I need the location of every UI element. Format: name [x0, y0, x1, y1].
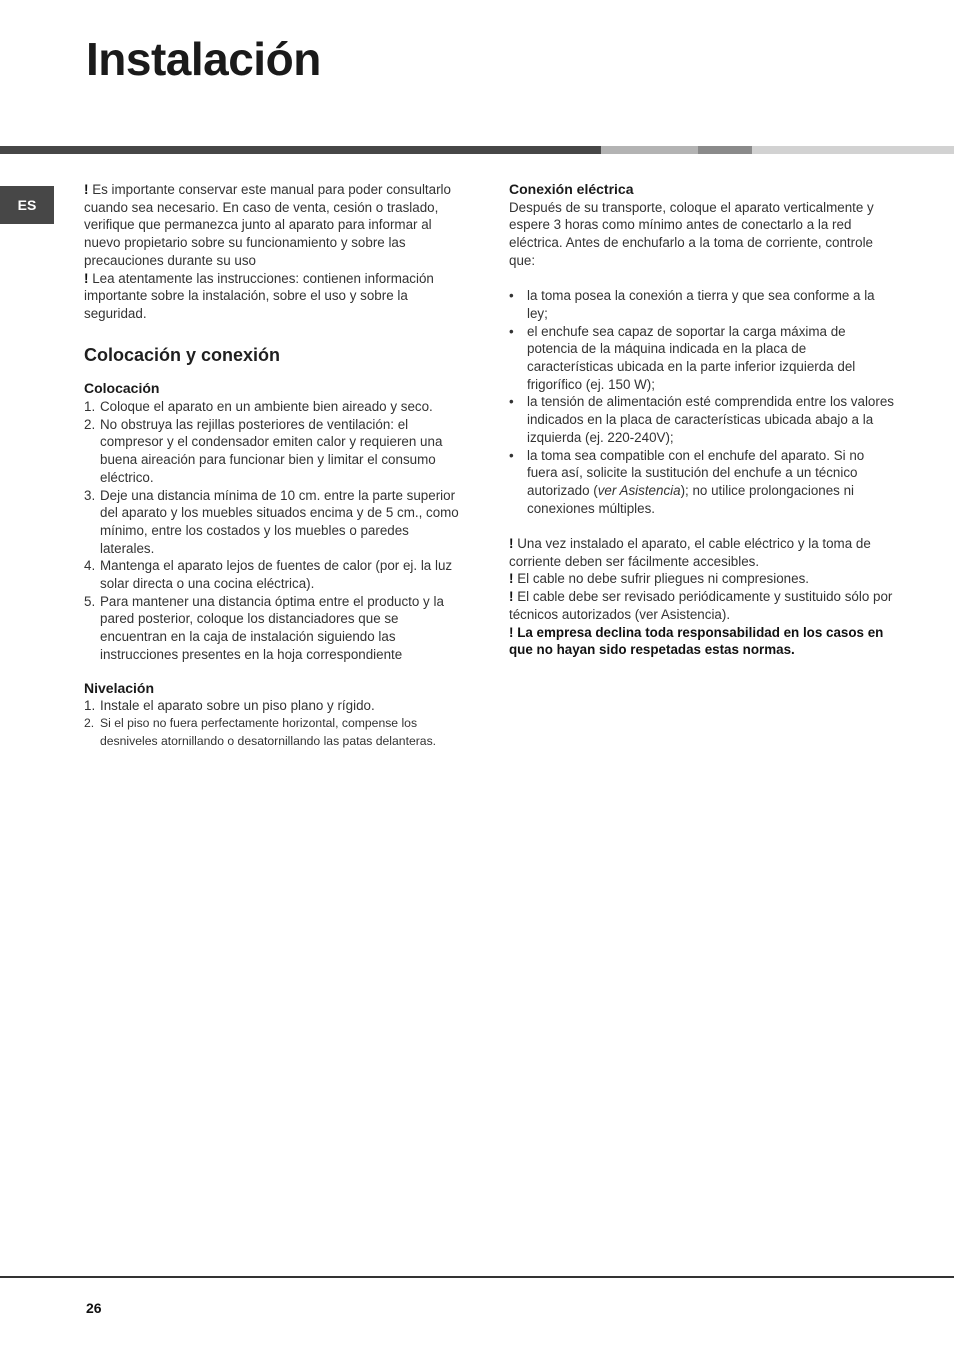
item-text: la toma sea compatible con el enchufe del aparato. Si no fuera así, solicite la sustitución del enchufe a un técnico autorizado ( — [527, 447, 865, 498]
item-text: la tensión de alimentación esté comprendida entre los valores indicados en la placa de características ubicada abajo a la izquierda (ej. 220-240V); — [527, 394, 894, 445]
page-number: 26 — [86, 1300, 102, 1316]
header-bar-light — [601, 146, 698, 154]
warning-paragraph — [509, 535, 894, 570]
item-number: 3. — [84, 487, 96, 503]
item-text: Mantenga el aparato lejos de fuentes de calor (por ej. la luz solar directa o una cocina eléctrica). — [100, 558, 453, 592]
bullet-mark: • — [509, 394, 514, 410]
item-number: 5. — [84, 593, 96, 609]
colocacion-heading: Colocación — [84, 380, 160, 397]
spacer — [509, 270, 894, 288]
bullet-mark: • — [509, 288, 514, 304]
language-tab: ES — [0, 186, 54, 224]
item-text: Deje una distancia mínima de 10 cm. entre la parte superior del aparato y los muebles situados encima y de 5 cm., como mínimo, entre los costados y los muebles o paredes laterales. — [100, 487, 459, 556]
conexion-heading: Conexión eléctrica — [509, 181, 634, 197]
list-item — [84, 487, 466, 558]
intro-paragraph-2 — [84, 270, 466, 323]
list-item — [84, 715, 466, 750]
spacer — [509, 517, 894, 535]
header-bar-mid — [698, 146, 752, 154]
nivelacion-heading: Nivelación — [84, 679, 155, 696]
item-text: Si el piso no fuera perfectamente horizontal, compense los desniveles atornillando o desatornillando las patas delanteras. — [100, 715, 437, 748]
warning-mark: ! — [84, 182, 89, 197]
item-number: 4. — [84, 558, 96, 574]
item-number: 2. — [84, 715, 95, 730]
colocacion-list — [84, 398, 466, 664]
list-item — [84, 416, 466, 487]
item-number: 2. — [84, 416, 96, 432]
list-item — [509, 447, 894, 518]
page-title: Instalación — [86, 33, 321, 85]
item-text: el enchufe sea capaz de soportar la carga máxima de potencia de la máquina indicada en la placa de características ubicada en la parte inferior izquierda del frigorífico (ej. 150 W); — [527, 323, 856, 392]
warning-mark: ! — [509, 536, 514, 552]
list-item — [84, 557, 466, 592]
left-column — [84, 181, 466, 750]
section-title: Colocación y conexión — [84, 344, 281, 365]
nivelacion-list — [84, 697, 466, 750]
item-number: 1. — [84, 698, 96, 714]
conexion-intro: Después de su transporte, coloque el aparato verticalmente y espere 3 horas como mínimo antes de conectarlo a la red eléctrica. Antes de enchufarlo a la toma de corriente, controle que: — [509, 199, 874, 268]
warning-mark: ! — [84, 270, 89, 286]
item-text: Instale el aparato sobre un piso plano y rígido. — [100, 698, 375, 714]
header-bar-pale — [752, 146, 954, 154]
intro-paragraph-1 — [84, 181, 466, 270]
final-warning-text: La empresa declina toda responsabilidad en los casos en que no hayan sido respetadas estas normas. — [509, 624, 884, 658]
list-item — [84, 593, 466, 664]
item-text: No obstruya las rejillas posteriores de ventilación: el compresor y el condensador emiten calor y requieren una buena aireación para funcionar bien y limitar el consumo eléctrico. — [100, 416, 443, 485]
list-item — [509, 323, 894, 394]
final-warning — [509, 624, 894, 659]
intro-text-1: Es importante conservar este manual para poder consultarlo cuando sea necesario. En caso de venta, cesión o traslado, verifique que permanezca junto al aparato para informar al nuevo propietario sobre su funcionamiento y sobre las precauciones durante su uso — [84, 182, 451, 268]
right-column — [509, 181, 894, 659]
bullet-mark: • — [509, 447, 514, 463]
warning-mark: ! — [509, 589, 514, 605]
header-bar-dark — [0, 146, 601, 154]
item-text: ); no utilice prolongaciones ni conexiones múltiples. — [527, 482, 855, 516]
item-text: la toma posea la conexión a tierra y que sea conforme a la ley; — [527, 288, 875, 321]
warning-text: Una vez instalado el aparato, el cable eléctrico y la toma de corriente deben ser fácilmente accesibles. — [509, 536, 871, 569]
item-text: Coloque el aparato en un ambiente bien aireado y seco. — [100, 399, 433, 415]
warning-mark: ! — [509, 571, 514, 587]
item-number: 1. — [84, 399, 96, 415]
warning-text: El cable debe ser revisado periódicamente y sustituido sólo por técnicos autorizados (ver Asistencia). — [509, 589, 893, 622]
conexion-checklist — [509, 287, 894, 517]
warning-paragraph — [509, 588, 894, 623]
list-item — [84, 697, 466, 715]
warning-paragraph — [509, 570, 894, 588]
list-item — [509, 393, 894, 446]
warning-text: El cable no debe sufrir pliegues ni compresiones. — [517, 571, 809, 587]
list-item — [84, 398, 466, 416]
list-item — [509, 287, 894, 322]
item-text-italic: ver Asistencia — [597, 482, 681, 498]
bullet-mark: • — [509, 323, 514, 339]
footer-rule — [0, 1276, 954, 1278]
warning-mark: ! — [509, 624, 514, 640]
intro-text-2: Lea atentamente las instrucciones: contienen información importante sobre la instalación, sobre el uso y sobre la seguridad. — [84, 270, 434, 321]
item-text: Para mantener una distancia óptima entre el producto y la pared posterior, coloque los distanciadores que se encuentran en la caja de instalación siguiendo las instrucciones presentes en la hoja correspondiente — [100, 593, 444, 662]
